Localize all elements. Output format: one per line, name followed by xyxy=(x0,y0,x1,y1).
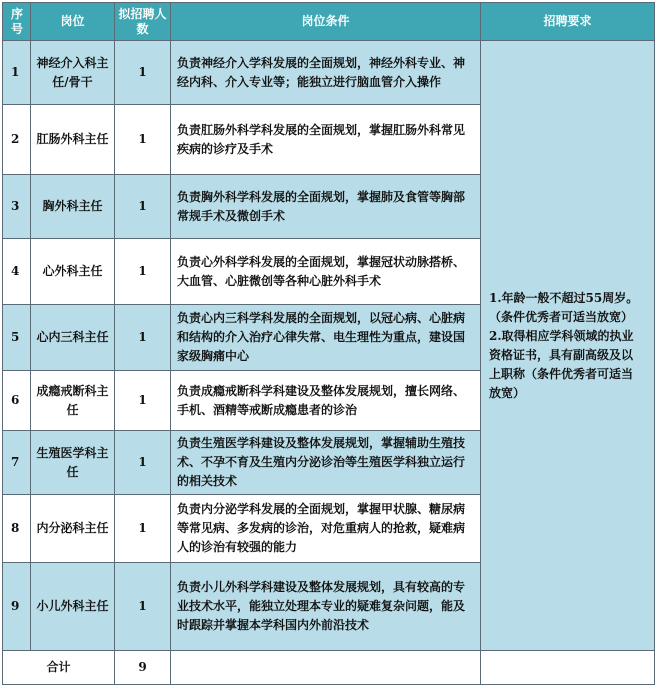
row-position: 生殖医学科主任 xyxy=(31,431,115,495)
row-seq: 3 xyxy=(3,175,31,239)
row-count: 1 xyxy=(115,105,171,175)
total-row xyxy=(3,651,655,685)
header-row xyxy=(3,3,655,41)
row-position: 内分泌科主任 xyxy=(31,495,115,563)
row-conditions: 负责胸外科学科发展的全面规划，掌握肺及食管等胸部常规手术及微创手术 xyxy=(171,175,481,239)
row-conditions: 负责肛肠外科学科发展的全面规划，掌握肛肠外科常见疾病的诊疗及手术 xyxy=(171,105,481,175)
row-seq: 7 xyxy=(3,431,31,495)
row-count: 1 xyxy=(115,495,171,563)
row-seq: 6 xyxy=(3,371,31,431)
row-conditions: 负责成瘾戒断科学科建设及整体发展规划，擅长网络、手机、酒精等戒断成瘾患者的诊治 xyxy=(171,371,481,431)
row-conditions: 负责内分泌学科发展的全面规划，掌握甲状腺、糖尿病等常见病、多发病的诊治，对危重病人的抢救，疑难病人的诊治有较强的能力 xyxy=(171,495,481,563)
total-label: 合计 xyxy=(3,651,115,685)
row-position: 神经介入科主任/骨干 xyxy=(31,41,115,105)
row-conditions: 负责心外科学科发展的全面规划，掌握冠状动脉搭桥、大血管、心脏微创等各种心脏外科手术 xyxy=(171,239,481,305)
row-count: 1 xyxy=(115,431,171,495)
header-requirements: 招聘要求 xyxy=(481,3,655,41)
row-count: 1 xyxy=(115,175,171,239)
row-conditions: 负责生殖医学科建设及整体发展规划，掌握辅助生殖技术、不孕不育及生殖内分泌诊治等生殖医学科独立运行的相关技术 xyxy=(171,431,481,495)
row-seq: 4 xyxy=(3,239,31,305)
row-position: 小儿外科主任 xyxy=(31,563,115,651)
row-conditions: 负责心内三科学科发展的全面规划，以冠心病、心脏病和结构的介入治疗心律失常、电生理性为重点，建设国家级胸痛中心 xyxy=(171,305,481,371)
row-seq: 9 xyxy=(3,563,31,651)
row-seq: 8 xyxy=(3,495,31,563)
table-row xyxy=(3,41,655,105)
header-conditions: 岗位条件 xyxy=(171,3,481,41)
row-conditions: 负责神经介入学科发展的全面规划，神经外科专业、神经内科、介入专业等；能独立进行脑血管介入操作 xyxy=(171,41,481,105)
row-count: 1 xyxy=(115,371,171,431)
row-seq: 1 xyxy=(3,41,31,105)
recruitment-table xyxy=(2,2,655,685)
row-position: 胸外科主任 xyxy=(31,175,115,239)
row-seq: 5 xyxy=(3,305,31,371)
row-count: 1 xyxy=(115,41,171,105)
row-seq: 2 xyxy=(3,105,31,175)
header-position: 岗位 xyxy=(31,3,115,41)
header-count: 拟招聘人数 xyxy=(115,3,171,41)
total-requirements-empty xyxy=(481,651,655,685)
total-conditions-empty xyxy=(171,651,481,685)
row-count: 1 xyxy=(115,563,171,651)
recruitment-requirements: 1.年龄一般不超过55周岁。（条件优秀者可适当放宽） 2.取得相应学科领域的执业资格证书，具有副高级及以上职称（条件优秀者可适当放宽） xyxy=(481,41,655,651)
row-position: 肛肠外科主任 xyxy=(31,105,115,175)
row-position: 心外科主任 xyxy=(31,239,115,305)
row-count: 1 xyxy=(115,239,171,305)
row-count: 1 xyxy=(115,305,171,371)
row-position: 心内三科主任 xyxy=(31,305,115,371)
total-count: 9 xyxy=(115,651,171,685)
header-seq: 序号 xyxy=(3,3,31,41)
row-conditions: 负责小儿外科学科建设及整体发展规划，具有较高的专业技术水平，能独立处理本专业的疑难复杂问题，能及时跟踪并掌握本学科国内外前沿技术 xyxy=(171,563,481,651)
row-position: 成瘾戒断科主任 xyxy=(31,371,115,431)
